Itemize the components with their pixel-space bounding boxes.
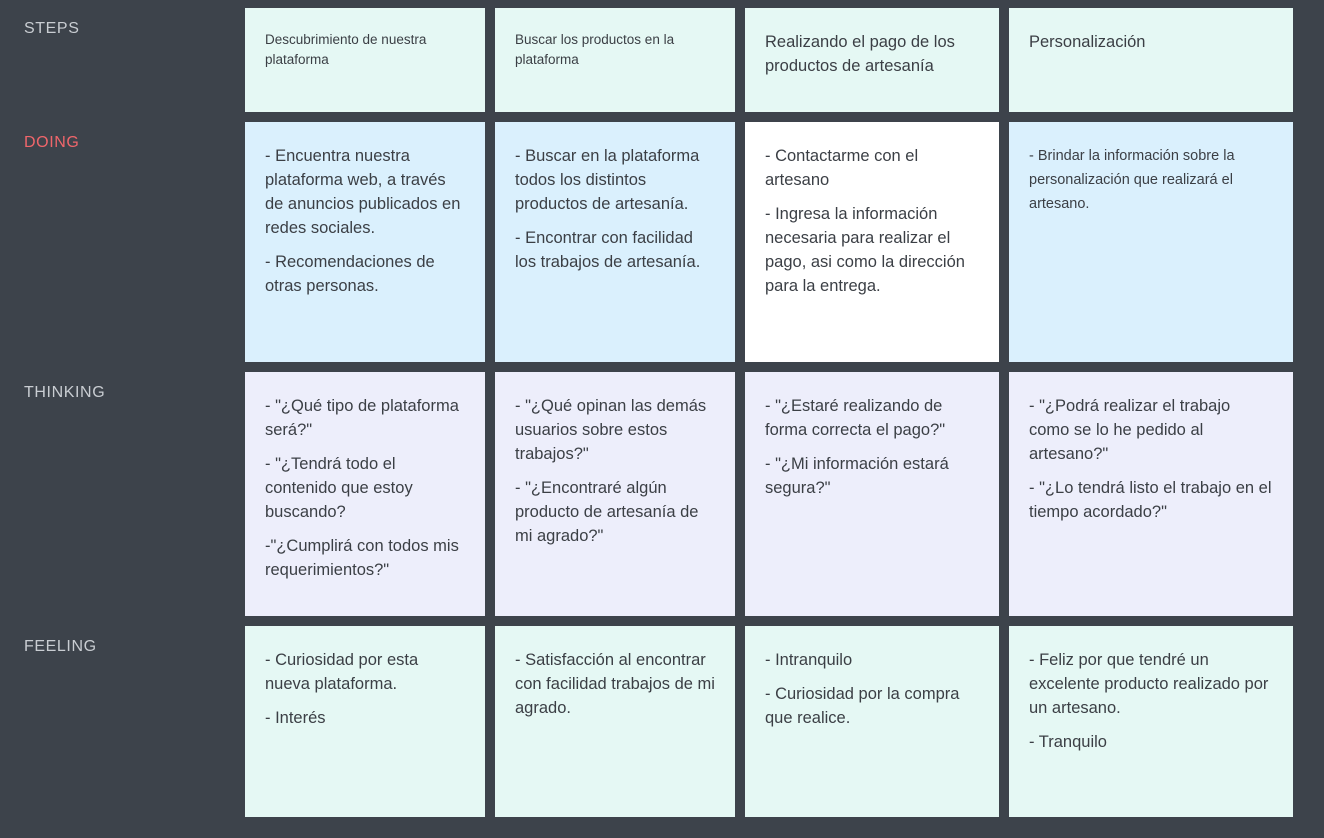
note-line: - Feliz por que tendré un excelente producto realizado por un artesano. <box>1029 651 1269 717</box>
doing-card-4[interactable] <box>1009 122 1293 362</box>
note-line: - Ingresa la información necesaria para realizar el pago, asi como la dirección para la entrega. <box>765 205 965 295</box>
note-line: - Contactarme con el artesano <box>765 147 919 189</box>
note-line: - Buscar en la plataforma todos los distintos productos de artesanía. <box>515 147 700 213</box>
note-line: - Curiosidad por la compra que realice. <box>765 685 960 727</box>
note-line: - Intranquilo <box>765 651 853 669</box>
feeling-card-2[interactable] <box>495 626 735 817</box>
step-card-4[interactable] <box>1009 8 1293 112</box>
note-line: - "¿Estaré realizando de forma correcta el pago?" <box>765 397 946 439</box>
note-line: - Interés <box>265 709 326 727</box>
step-text: Descubrimiento de nuestra plataforma <box>265 32 427 67</box>
feeling-card-3[interactable] <box>745 626 999 817</box>
note-line: - Encontrar con facilidad los trabajos de artesanía. <box>515 229 701 271</box>
doing-card-1[interactable] <box>245 122 485 362</box>
step-text: Realizando el pago de los productos de artesanía <box>765 33 955 75</box>
note-line: - Brindar la información sobre la personalización que realizará el artesano. <box>1029 148 1235 212</box>
thinking-card-4[interactable] <box>1009 372 1293 616</box>
row-label-doing: DOING <box>24 134 80 151</box>
note-line: - "¿Tendrá todo el contenido que estoy buscando? <box>265 455 413 521</box>
note-line: - "¿Qué opinan las demás usuarios sobre estos trabajos?" <box>515 397 707 463</box>
note-line: - Curiosidad por esta nueva plataforma. <box>265 651 419 693</box>
note-line: - Encuentra nuestra plataforma web, a través de anuncios publicados en redes sociales. <box>265 147 461 237</box>
step-text: Personalización <box>1029 33 1146 51</box>
thinking-card-2[interactable] <box>495 372 735 616</box>
note-line: - "¿Podrá realizar el trabajo como se lo he pedido al artesano?" <box>1029 397 1231 463</box>
note-line: -"¿Cumplirá con todos mis requerimientos?" <box>265 537 459 579</box>
note-line: - "¿Qué tipo de plataforma será?" <box>265 397 459 439</box>
step-card-2[interactable] <box>495 8 735 112</box>
step-card-1[interactable] <box>245 8 485 112</box>
row-label-thinking: THINKING <box>24 384 106 401</box>
note-line: - "¿Encontraré algún producto de artesanía de mi agrado?" <box>515 479 699 545</box>
doing-card-2[interactable] <box>495 122 735 362</box>
row-label-feeling: FEELING <box>24 638 97 655</box>
note-line: - Satisfacción al encontrar con facilidad trabajos de mi agrado. <box>515 651 715 717</box>
row-label-steps: STEPS <box>24 20 80 37</box>
feeling-card-1[interactable] <box>245 626 485 817</box>
step-card-3[interactable] <box>745 8 999 112</box>
doing-card-3[interactable] <box>745 122 999 362</box>
feeling-card-4[interactable] <box>1009 626 1293 817</box>
thinking-card-3[interactable] <box>745 372 999 616</box>
note-line: - "¿Lo tendrá listo el trabajo en el tiempo acordado?" <box>1029 479 1272 521</box>
note-line: - "¿Mi información estará segura?" <box>765 455 949 497</box>
step-text: Buscar los productos en la plataforma <box>515 32 675 67</box>
note-line: - Tranquilo <box>1029 733 1107 751</box>
thinking-card-1[interactable] <box>245 372 485 616</box>
note-line: - Recomendaciones de otras personas. <box>265 253 435 295</box>
